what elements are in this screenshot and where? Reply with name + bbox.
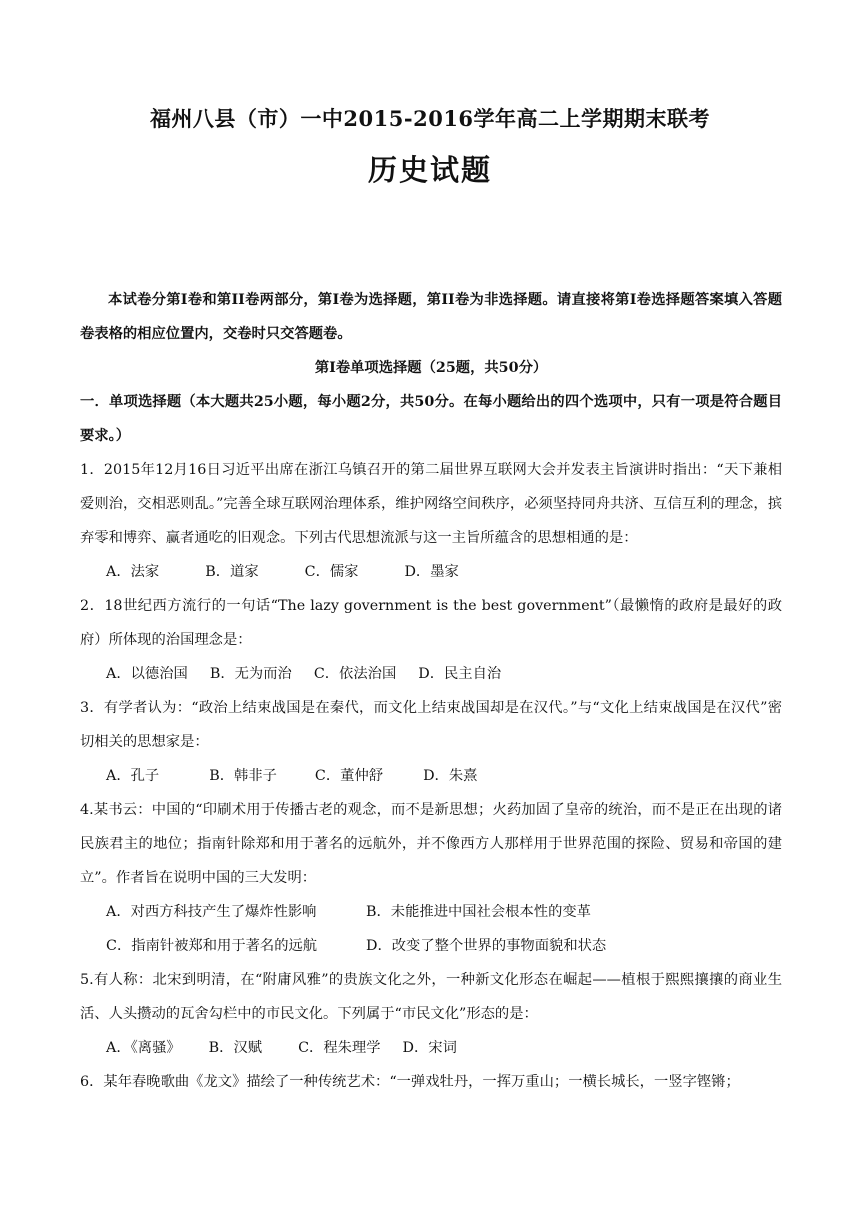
part-heading: 一．单项选择题（本大题共25小题，每小题2分，共50分。在每小题给出的四个选项中，只有一项是符合题目要求。） [80,394,782,444]
option-a: A．《离骚》 [106,1040,181,1056]
page-subtitle: 历史试题 [367,153,492,187]
option-c: C．董仲舒 [314,768,384,784]
option-d: D．宋词 [402,1040,457,1056]
question-options [80,895,782,929]
option-c: C．儒家 [304,564,359,580]
option-b: B．韩非子 [209,768,277,784]
question-options [80,759,782,793]
option-d: D．改变了整个世界的事物面貌和状态 [366,938,607,954]
page-title: 福州八县（市）一中2015-2016学年高二上学期期末联考 [149,106,711,131]
option-c: C．指南针被郑和用于著名的远航 [106,938,318,954]
option-b: B．无为而治 [209,666,292,682]
question-stem: 3．有学者认为：“政治上结束战国是在秦代，而文化上结束战国却是在汉代。”与“文化上结束战国是在汉代”密切相关的思想家是： [80,700,782,750]
option-a: A．对西方科技产生了爆炸性影响 [106,904,317,920]
option-b: B．道家 [205,564,259,580]
question-stem: 6．某年春晚歌曲《龙文》描绘了一种传统艺术：“一弹戏牡丹，一挥万重山；一横长城长，一竖字铿锵； [80,1074,740,1090]
option-a: A．以德治国 [106,666,188,682]
question-stem: 4.某书云：中国的“印刷术用于传播古老的观念，而不是新思想；火药加固了皇帝的统治，而不是正在出现的诸民族君主的地位；指南针除郑和用于著名的远航外，并不像西方人那样用于世界范围的探险、贸易和帝国的建立”。作者旨在说明中国的三大发明： [80,802,782,886]
question-options [80,1031,782,1065]
option-b: B．汉赋 [208,1040,263,1056]
instructions: 本试卷分第Ⅰ卷和第II卷两部分，第Ⅰ卷为选择题，第II卷为非选择题。请直接将第Ⅰ卷选择题答案填入答题卷表格的相应位置内，交卷时只交答题卷。 [80,292,782,342]
option-a: A．孔子 [106,768,160,784]
option-c: C．依法治国 [313,666,397,682]
option-d: D．墨家 [404,564,459,580]
question-options [80,657,782,691]
question-stem: 5.有人称：北宋到明清，在“附庸风雅”的贵族文化之外，一种新文化形态在崛起——植根于熙熙攘攘的商业生活、人头攒动的瓦舍勾栏中的市民文化。下列属于“市民文化”形态的是： [80,972,782,1022]
question-options [80,555,782,589]
question-stem: 1．2015年12月16日习近平出席在浙江乌镇召开的第二届世界互联网大会并发表主旨演讲时指出：“天下兼相爱则治，交相恶则乱。”完善全球互联网治理体系，维护网络空间秩序，必须坚持同舟共济、互信互利的理念，摈弃零和博弈、赢者通吃的旧观念。下列古代思想流派与这一主旨所蕴含的思想相通的是： [80,462,782,546]
section-heading: 第Ⅰ卷单项选择题（25题，共50分） [314,360,548,376]
option-c: C．程朱理学 [298,1040,381,1056]
option-a: A．法家 [106,564,160,580]
option-b: B．未能推进中国社会根本性的变革 [366,904,591,920]
option-d: D．朱熹 [423,768,478,784]
question-options [80,929,782,963]
question-stem: 2．18世纪西方流行的一句话“The lazy government is the best government”（最懒惰的政府是最好的政府）所体现的治国理念是： [80,598,782,648]
exam-body [80,283,782,1099]
option-d: D．民主自治 [418,666,502,682]
